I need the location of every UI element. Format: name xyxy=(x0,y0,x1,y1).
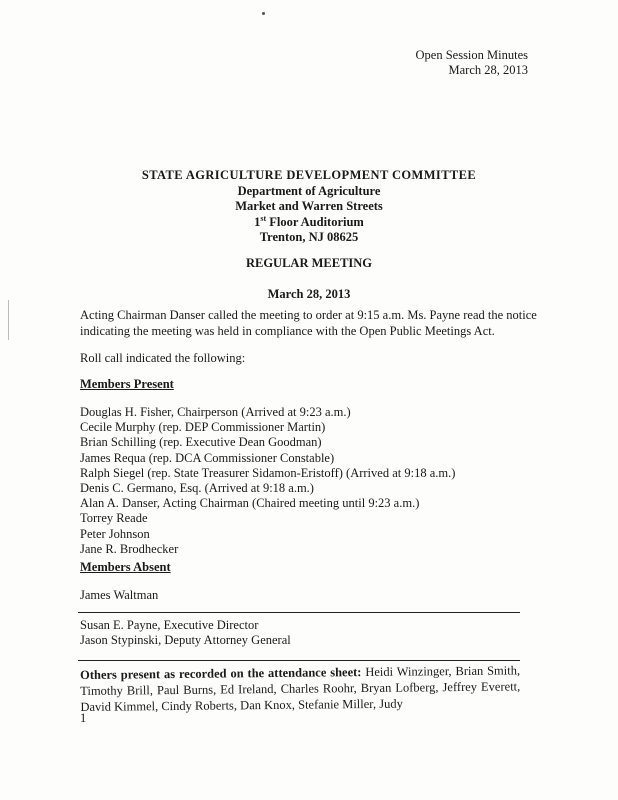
list-item: Ralph Siegel (rep. State Treasurer Sidamon-Eristoff) (Arrived at 9:18 a.m.) xyxy=(80,465,456,480)
list-item: Peter Johnson xyxy=(80,526,150,541)
meeting-location xyxy=(0,215,618,231)
title-block xyxy=(0,168,618,246)
list-item: Alan A. Danser, Acting Chairman (Chaired meeting until 9:23 a.m.) xyxy=(80,496,420,511)
others-present-label: Others present as recorded on the attendance sheet: xyxy=(80,665,362,682)
others-present-paragraph xyxy=(80,662,520,715)
list-item: Torrey Reade xyxy=(80,511,148,526)
list-item: James Waltman xyxy=(80,588,159,602)
call-to-order-paragraph: Acting Chairman Danser called the meeting to order at 9:15 a.m. Ms. Payne read the notice indicating the meeting was held in compliance with the Open Public Meetings Act. xyxy=(80,308,537,338)
list-item: Jane R. Brodhecker xyxy=(80,541,179,556)
document-header xyxy=(416,48,529,78)
list-item: Susan E. Payne, Executive Director xyxy=(80,618,259,632)
members-absent-heading: Members Absent xyxy=(80,560,171,574)
divider-line xyxy=(78,660,520,661)
header-doc-type: Open Session Minutes xyxy=(415,48,528,62)
staff-list xyxy=(80,618,291,648)
scan-speck xyxy=(262,12,265,15)
list-item: Cecile Murphy (rep. DEP Commissioner Martin) xyxy=(80,420,326,435)
members-present-heading: Members Present xyxy=(80,377,174,391)
floor-rest: Floor Auditorium xyxy=(266,214,364,229)
list-item: Denis C. Germano, Esq. (Arrived at 9:18 a.m.) xyxy=(80,481,314,496)
committee-title: STATE AGRICULTURE DEVELOPMENT COMMITTEE xyxy=(141,168,477,182)
list-item: Douglas H. Fisher, Chairperson (Arrived at 9:23 a.m.) xyxy=(80,405,351,419)
department-name: Department of Agriculture xyxy=(237,183,381,198)
list-item: Brian Schilling (rep. Executive Dean Goodman) xyxy=(80,435,322,450)
members-present-list xyxy=(80,405,455,557)
divider-line xyxy=(78,612,520,613)
list-item: James Requa (rep. DCA Commissioner Constable) xyxy=(80,450,335,465)
street-address: Market and Warren Streets xyxy=(235,199,383,213)
page-number: 1 xyxy=(80,711,87,725)
floor-ordinal-suffix: st xyxy=(260,213,267,223)
meeting-date: March 28, 2013 xyxy=(267,287,351,301)
list-item: Jason Stypinski, Deputy Attorney General xyxy=(80,633,291,648)
header-date: March 28, 2013 xyxy=(448,63,528,77)
others-present-names: Heidi Winzinger, Brian Smith, Timothy Brill, Paul Burns, Ed Ireland, Charles Roohr, Bryan Lofberg, Jeffrey Everett, David Kimmel, Cindy Roberts, Dan Knox, Stefanie Miller, Judy xyxy=(80,663,521,714)
members-absent-list xyxy=(80,588,158,603)
meeting-type: REGULAR MEETING xyxy=(245,256,373,270)
scan-margin-mark xyxy=(8,300,9,340)
roll-call-text: Roll call indicated the following: xyxy=(80,351,246,365)
floor-number: 1 xyxy=(254,214,261,229)
city-state-zip: Trenton, NJ 08625 xyxy=(259,230,359,244)
